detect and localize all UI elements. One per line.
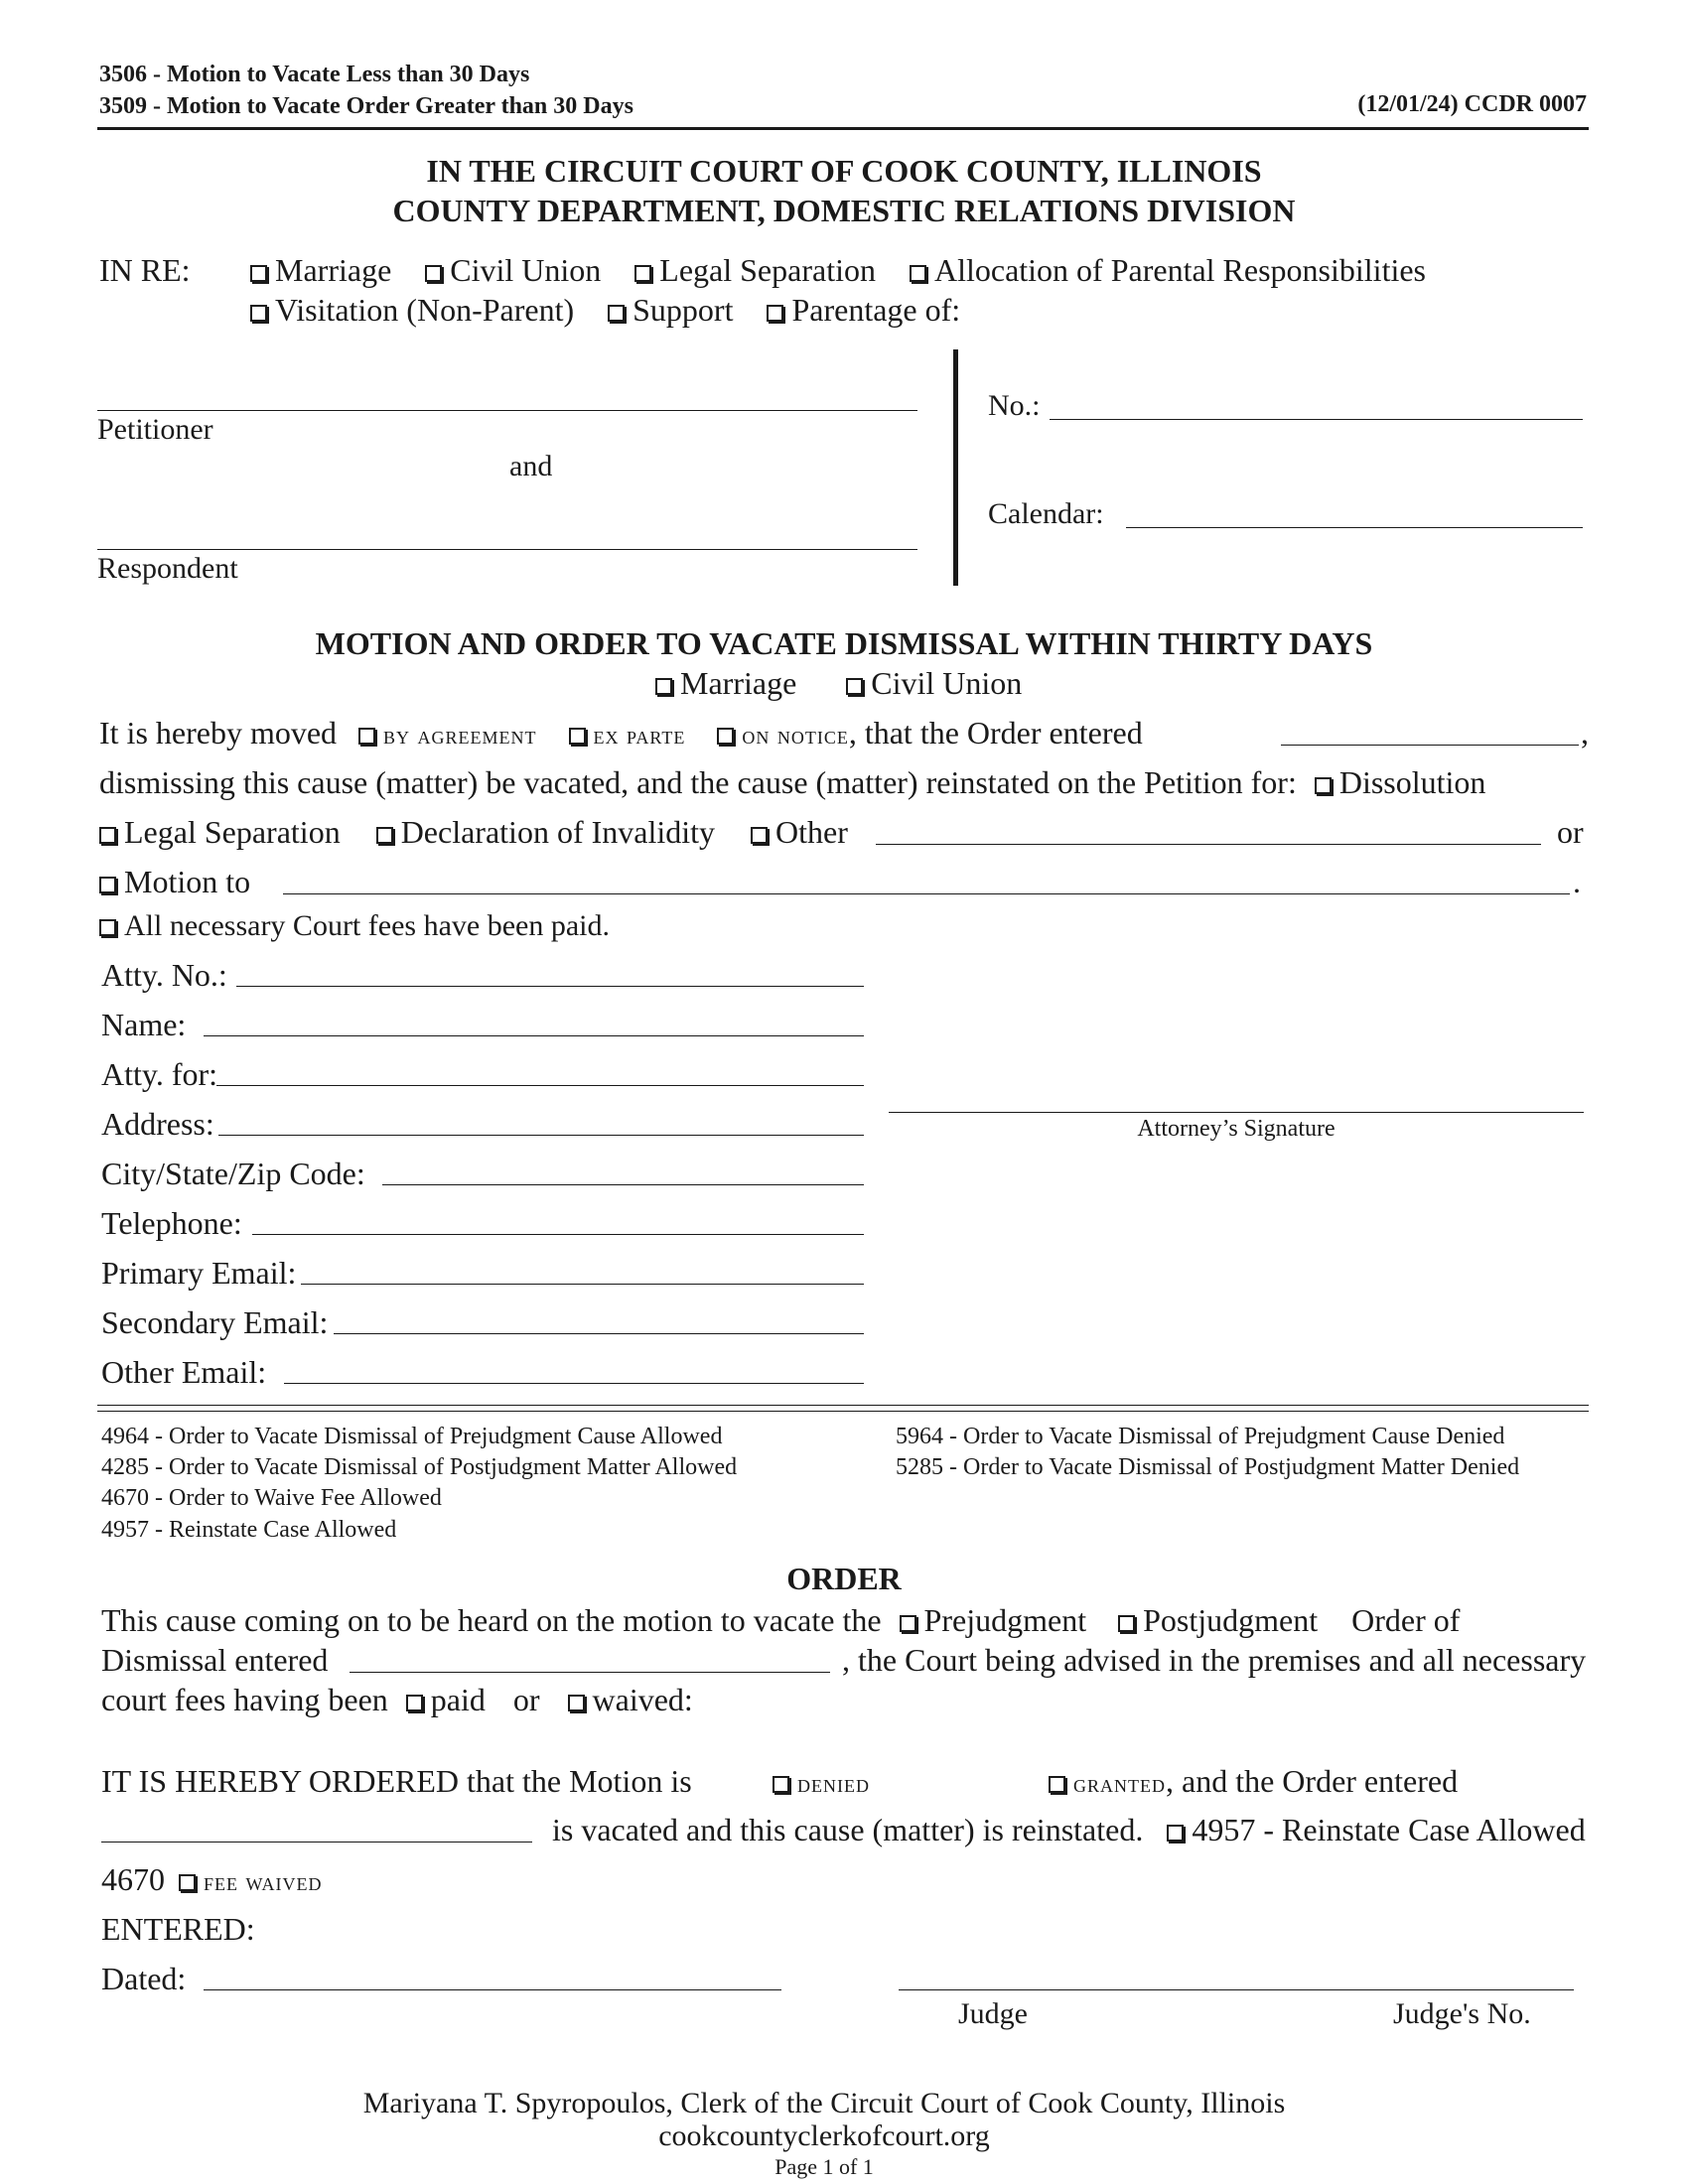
dated-field[interactable] bbox=[204, 1989, 781, 1990]
option-label: ex parte bbox=[593, 721, 686, 750]
other-email-field[interactable] bbox=[284, 1383, 864, 1384]
motion-to-field[interactable] bbox=[283, 893, 1570, 894]
in-re-allocation-option[interactable] bbox=[910, 252, 1426, 288]
order-entered-date-field[interactable] bbox=[101, 1842, 532, 1843]
respondent-line[interactable] bbox=[97, 549, 917, 550]
code-4957: 4957 - Reinstate Case Allowed bbox=[101, 1517, 397, 1543]
code-4285: 4285 - Order to Vacate Dismissal of Postjudgment Matter Allowed bbox=[101, 1454, 738, 1480]
option-label: paid bbox=[430, 1682, 486, 1717]
motion-marriage-option[interactable] bbox=[655, 665, 796, 701]
atty-for-label: Atty. for: bbox=[101, 1056, 218, 1092]
petition-options-line bbox=[99, 814, 848, 851]
option-label: granted bbox=[1073, 1769, 1166, 1798]
checkbox[interactable] bbox=[900, 1615, 916, 1632]
city-state-zip-field[interactable] bbox=[382, 1184, 864, 1185]
checkbox[interactable] bbox=[99, 877, 116, 893]
atty-no-field[interactable] bbox=[236, 986, 864, 987]
and-label: and bbox=[509, 450, 553, 482]
checkbox[interactable] bbox=[250, 265, 267, 282]
option-label: Declaration of Invalidity bbox=[400, 814, 716, 850]
on-notice-option[interactable] bbox=[717, 715, 849, 751]
fees-paid-option[interactable] bbox=[99, 909, 610, 943]
primary-email-label: Primary Email: bbox=[101, 1255, 297, 1291]
option-label: 4957 - Reinstate Case Allowed bbox=[1192, 1812, 1586, 1847]
checkbox[interactable] bbox=[910, 265, 926, 282]
option-label: Civil Union bbox=[871, 665, 1023, 701]
judge-signature-line[interactable] bbox=[899, 1989, 1574, 1990]
section-rule-top bbox=[97, 1405, 1589, 1406]
attorney-signature-line[interactable] bbox=[889, 1112, 1584, 1113]
waived-option[interactable] bbox=[568, 1682, 693, 1717]
checkbox[interactable] bbox=[767, 305, 783, 322]
checkbox[interactable] bbox=[406, 1695, 423, 1711]
in-re-row2 bbox=[250, 292, 960, 329]
by-agreement-option[interactable] bbox=[358, 715, 537, 751]
petitioner-line[interactable] bbox=[97, 410, 917, 411]
in-re-row1 bbox=[250, 252, 1426, 289]
vacated-line bbox=[552, 1812, 1586, 1848]
option-label: Motion to bbox=[124, 864, 251, 899]
case-number-field[interactable] bbox=[1050, 419, 1583, 420]
attorney-signature-label: Attorney’s Signature bbox=[1137, 1116, 1336, 1142]
in-re-support-option[interactable] bbox=[608, 292, 733, 328]
option-label: Civil Union bbox=[450, 252, 602, 288]
motion-title: MOTION AND ORDER TO VACATE DISMISSAL WITHIN THIRTY DAYS bbox=[315, 625, 1373, 661]
reinstate-option[interactable] bbox=[1167, 1812, 1585, 1847]
checkbox[interactable] bbox=[425, 265, 442, 282]
respondent-label: Respondent bbox=[97, 552, 238, 585]
option-label: Marriage bbox=[680, 665, 797, 701]
clerk-website[interactable]: cookcountyclerkofcourt.org bbox=[658, 2119, 990, 2152]
denied-option[interactable] bbox=[773, 1763, 870, 1800]
option-label: Support bbox=[633, 292, 734, 328]
in-re-label: IN RE: bbox=[99, 252, 191, 288]
atty-no-label: Atty. No.: bbox=[101, 957, 227, 993]
fee-waived-line bbox=[101, 1861, 322, 1898]
calendar-field[interactable] bbox=[1126, 527, 1583, 528]
form-code-3509: 3509 - Motion to Vacate Order Greater than 30 Days bbox=[99, 93, 633, 119]
checkbox[interactable] bbox=[569, 728, 586, 745]
city-state-zip-label: City/State/Zip Code: bbox=[101, 1156, 365, 1191]
page-number: Page 1 of 1 bbox=[774, 2154, 874, 2179]
court-fees-text: court fees having been bbox=[101, 1682, 388, 1717]
motion-to-option[interactable] bbox=[99, 864, 250, 900]
address-label: Address: bbox=[101, 1106, 214, 1142]
granted-option[interactable] bbox=[1049, 1763, 1458, 1800]
vacated-text: is vacated and this cause (matter) is reinstated. bbox=[552, 1812, 1144, 1847]
header-rule bbox=[97, 127, 1589, 130]
checkbox[interactable] bbox=[717, 728, 734, 745]
option-label: denied bbox=[797, 1769, 870, 1798]
address-field[interactable] bbox=[218, 1135, 864, 1136]
option-label: Visitation (Non-Parent) bbox=[275, 292, 575, 328]
secondary-email-label: Secondary Email: bbox=[101, 1304, 329, 1340]
order-entered-text: , and the Order entered bbox=[1166, 1763, 1459, 1799]
checkbox[interactable] bbox=[568, 1695, 585, 1711]
checkbox[interactable] bbox=[1118, 1615, 1135, 1632]
checkbox[interactable] bbox=[608, 305, 625, 322]
name-label: Name: bbox=[101, 1007, 187, 1042]
declaration-option[interactable] bbox=[376, 814, 715, 850]
dismissing-line bbox=[99, 764, 1485, 801]
or-text: or bbox=[1557, 814, 1584, 850]
option-label: by agreement bbox=[383, 721, 537, 750]
code-4670: 4670 - Order to Waive Fee Allowed bbox=[101, 1485, 442, 1511]
clerk-name: Mariyana T. Spyropoulos, Clerk of the Circuit Court of Cook County, Illinois bbox=[362, 2087, 1286, 2119]
dissolution-option[interactable] bbox=[1315, 764, 1486, 800]
checkbox[interactable] bbox=[179, 1874, 196, 1891]
code-5285: 5285 - Order to Vacate Dismissal of Postjudgment Matter Denied bbox=[896, 1454, 1520, 1480]
section-rule-bottom bbox=[97, 1411, 1589, 1412]
court-title-line1: IN THE CIRCUIT COURT OF COOK COUNTY, ILLINOIS bbox=[426, 153, 1262, 189]
checkbox[interactable] bbox=[751, 827, 768, 844]
caption-divider bbox=[953, 349, 958, 586]
option-label: All necessary Court fees have been paid. bbox=[124, 909, 610, 942]
in-re-legal-separation-option[interactable] bbox=[634, 252, 876, 288]
court-advised-text: , the Court being advised in the premises and all necessary bbox=[842, 1642, 1587, 1678]
period: . bbox=[1573, 864, 1581, 899]
atty-for-field[interactable] bbox=[216, 1085, 864, 1086]
legal-separation-option[interactable] bbox=[99, 814, 341, 850]
order-line1 bbox=[101, 1602, 1460, 1639]
other-email-label: Other Email: bbox=[101, 1354, 267, 1390]
dismissing-text: dismissing this cause (matter) be vacated, and the cause (matter) reinstated on the Petition for: bbox=[99, 764, 1297, 800]
moved-line bbox=[99, 715, 1143, 751]
secondary-email-field[interactable] bbox=[334, 1333, 864, 1334]
motion-type-row bbox=[655, 665, 1022, 702]
ex-parte-option[interactable] bbox=[569, 715, 686, 751]
judge-no-label: Judge's No. bbox=[1393, 1997, 1531, 2030]
order-entered-text: , that the Order entered bbox=[848, 715, 1143, 751]
checkbox[interactable] bbox=[846, 678, 863, 695]
prejudgment-option[interactable] bbox=[900, 1602, 1087, 1638]
calendar-label: Calendar: bbox=[988, 497, 1104, 530]
paid-option[interactable] bbox=[406, 1682, 486, 1717]
checkbox[interactable] bbox=[773, 1776, 789, 1793]
in-re-visitation-option[interactable] bbox=[250, 292, 574, 328]
motion-civil-union-option[interactable] bbox=[846, 665, 1022, 701]
option-label: Legal Separation bbox=[124, 814, 341, 850]
option-label: Postjudgment bbox=[1143, 1602, 1319, 1638]
in-re-civil-union-option[interactable] bbox=[425, 252, 601, 288]
fees-line bbox=[101, 1682, 693, 1718]
in-re-marriage-option[interactable] bbox=[250, 252, 391, 288]
checkbox[interactable] bbox=[634, 265, 651, 282]
option-label: Marriage bbox=[275, 252, 392, 288]
form-id: (12/01/24) CCDR 0007 bbox=[1357, 91, 1587, 117]
checkbox[interactable] bbox=[1167, 1825, 1184, 1842]
code-4964: 4964 - Order to Vacate Dismissal of Prejudgment Cause Allowed bbox=[101, 1424, 723, 1449]
ordered-text: IT IS HEREBY ORDERED that the Motion is bbox=[101, 1763, 692, 1799]
dated-label: Dated: bbox=[101, 1961, 187, 1996]
option-label: waived: bbox=[592, 1682, 693, 1717]
code-4670-text: 4670 bbox=[101, 1861, 165, 1897]
dismissal-entered-label: Dismissal entered bbox=[101, 1642, 329, 1678]
entered-label: ENTERED: bbox=[101, 1911, 255, 1947]
court-title-line2: COUNTY DEPARTMENT, DOMESTIC RELATIONS DIVISION bbox=[392, 193, 1296, 228]
option-label: Parentage of: bbox=[791, 292, 961, 328]
code-5964: 5964 - Order to Vacate Dismissal of Prejudgment Cause Denied bbox=[896, 1424, 1505, 1449]
primary-email-field[interactable] bbox=[301, 1284, 864, 1285]
dismissal-entered-date-field[interactable] bbox=[350, 1672, 830, 1673]
telephone-field[interactable] bbox=[252, 1234, 864, 1235]
checkbox[interactable] bbox=[250, 305, 267, 322]
other-field[interactable] bbox=[876, 844, 1541, 845]
option-label: fee waived bbox=[204, 1867, 323, 1896]
order-entered-date-field[interactable] bbox=[1281, 745, 1579, 746]
option-label: Allocation of Parental Responsibilities bbox=[933, 252, 1426, 288]
order-line1-text: This cause coming on to be heard on the motion to vacate the bbox=[101, 1602, 882, 1638]
other-option[interactable] bbox=[751, 814, 848, 850]
judge-label: Judge bbox=[958, 1997, 1028, 2030]
order-of-text: Order of bbox=[1351, 1602, 1461, 1638]
postjudgment-option[interactable] bbox=[1118, 1602, 1318, 1638]
checkbox[interactable] bbox=[655, 678, 672, 695]
checkbox[interactable] bbox=[376, 827, 393, 844]
petitioner-label: Petitioner bbox=[97, 413, 213, 446]
checkbox[interactable] bbox=[99, 827, 116, 844]
option-label: Prejudgment bbox=[923, 1602, 1087, 1638]
telephone-label: Telephone: bbox=[101, 1205, 242, 1241]
option-label: on notice bbox=[742, 721, 849, 750]
comma: , bbox=[1581, 715, 1589, 751]
checkbox[interactable] bbox=[358, 728, 375, 745]
option-label: Legal Separation bbox=[659, 252, 876, 288]
checkbox[interactable] bbox=[1315, 777, 1332, 794]
order-title: ORDER bbox=[786, 1561, 902, 1596]
option-label: Other bbox=[775, 814, 848, 850]
fee-waived-option[interactable] bbox=[179, 1861, 322, 1897]
form-code-3506: 3506 - Motion to Vacate Less than 30 Days bbox=[99, 62, 530, 87]
moved-prefix: It is hereby moved bbox=[99, 715, 338, 751]
or-text: or bbox=[512, 1682, 540, 1717]
checkbox[interactable] bbox=[1049, 1776, 1065, 1793]
case-number-label: No.: bbox=[988, 389, 1041, 422]
checkbox[interactable] bbox=[99, 919, 116, 936]
option-label: Dissolution bbox=[1338, 764, 1486, 800]
name-field[interactable] bbox=[204, 1035, 864, 1036]
in-re-parentage-option[interactable] bbox=[767, 292, 960, 328]
